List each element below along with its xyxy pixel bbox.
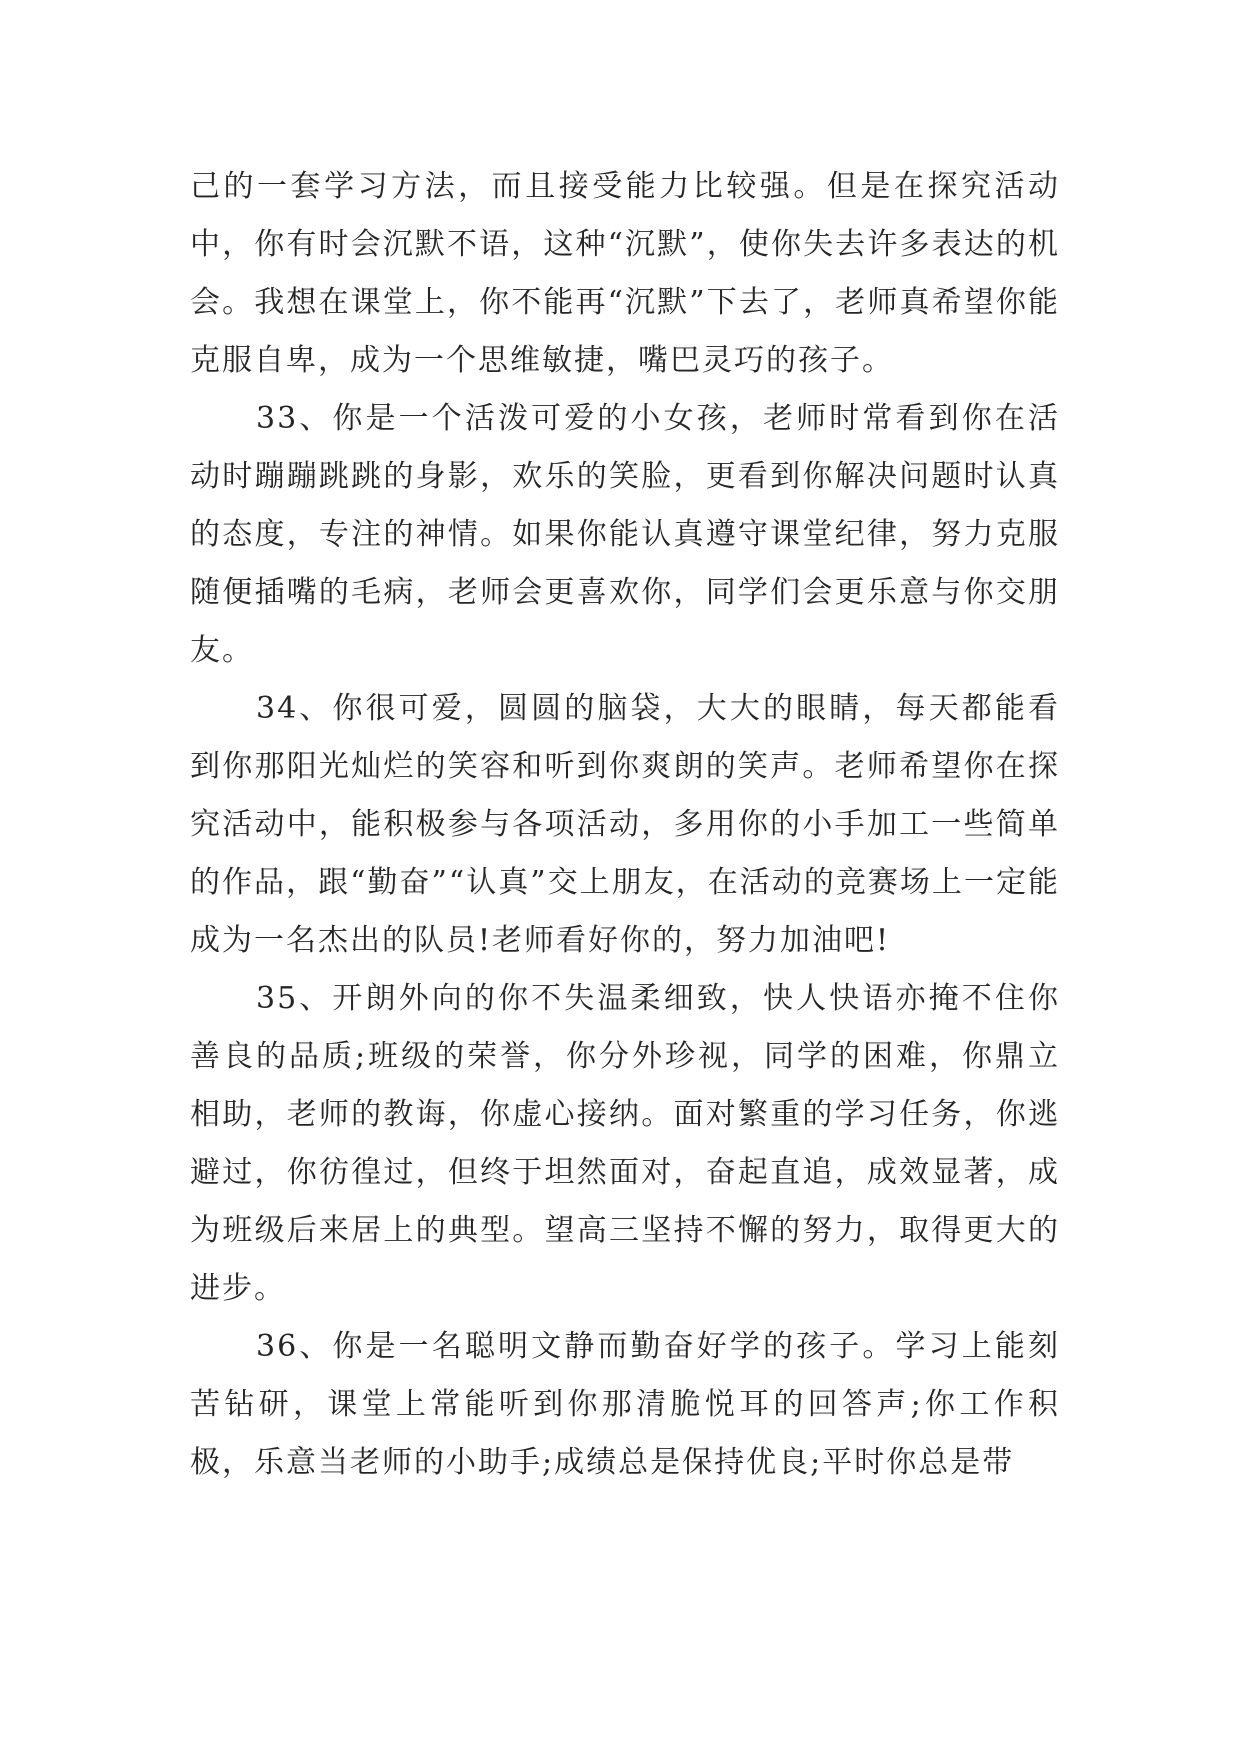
- paragraph-36: 36、你是一名聪明文静而勤奋好学的孩子。学习上能刻苦钻研，课堂上常能听到你那清脆悦耳的回答声;你工作积极，乐意当老师的小助手;成绩总是保持优良;平时你总是带: [190, 1329, 1060, 1480]
- document-body: [190, 158, 1060, 1492]
- paragraph-continued: 己的一套学习方法，而且接受能力比较强。但是在探究活动中，你有时会沉默不语，这种“沉默”，使你失去许多表达的机会。我想在课堂上，你不能再“沉默”下去了，老师真希望你能克服自卑，成为一个思维敏捷，嘴巴灵巧的孩子。: [190, 169, 1060, 378]
- paragraph-33: 33、你是一个活泼可爱的小女孩，老师时常看到你在活动时蹦蹦跳跳的身影，欢乐的笑脸，更看到你解决问题时认真的态度，专注的神情。如果你能认真遵守课堂纪律，努力克服随便插嘴的毛病，老师会更喜欢你，同学们会更乐意与你交朋友。: [190, 401, 1060, 668]
- paragraph-35: 35、开朗外向的你不失温柔细致，快人快语亦掩不住你善良的品质;班级的荣誉，你分外珍视，同学的困难，你鼎立相助，老师的教诲，你虚心接纳。面对繁重的学习任务，你逃避过，你彷徨过，但终于坦然面对，奋起直追，成效显著，成为班级后来居上的典型。望高三坚持不懈的努力，取得更大的进步。: [190, 981, 1060, 1306]
- paragraph-34: 34、你很可爱，圆圆的脑袋，大大的眼睛，每天都能看到你那阳光灿烂的笑容和听到你爽朗的笑声。老师希望你在探究活动中，能积极参与各项活动，多用你的小手加工一些简单的作品，跟“勤奋”“认真”交上朋友，在活动的竞赛场上一定能成为一名杰出的队员!老师看好你的，努力加油吧!: [190, 691, 1060, 958]
